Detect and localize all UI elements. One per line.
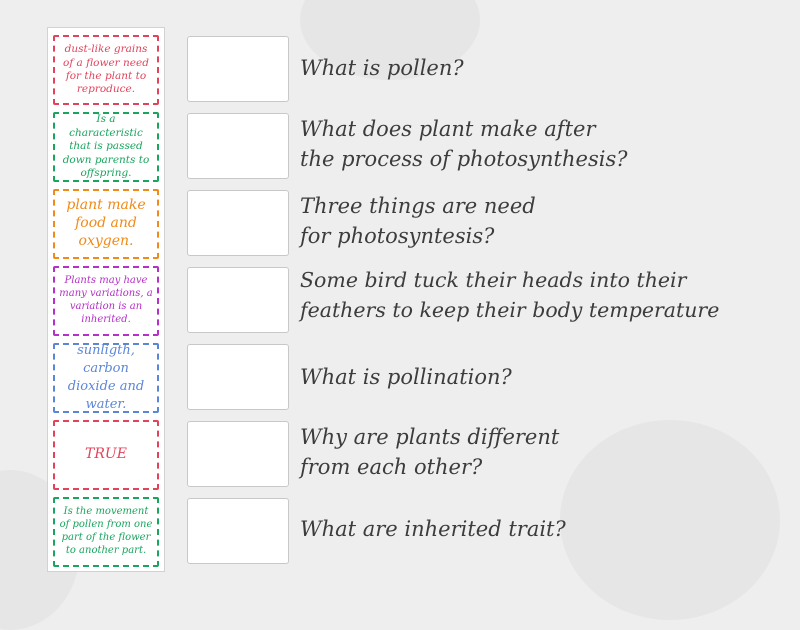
answer-card-5[interactable]: sunligth, carbon dioxide and water.	[53, 343, 159, 413]
question-2: What does plant make after the process of photosynthesis?	[300, 117, 628, 171]
background-decoration	[560, 420, 780, 620]
answer-card-3[interactable]: plant make food and oxygen.	[53, 189, 159, 259]
answer-card-1[interactable]: dust-like grains of a flower need for the plant to reproduce.	[53, 35, 159, 105]
drop-slot-1[interactable]	[187, 36, 289, 102]
drop-slot-6[interactable]	[187, 421, 289, 487]
answer-card-4[interactable]: Plants may have many variations, a variation is an inherited.	[53, 266, 159, 336]
question-4: Some bird tuck their heads into their feathers to keep their body temperature	[300, 268, 720, 322]
question-3: Three things are need for photosyntesis?	[300, 194, 536, 248]
question-7: What are inherited trait?	[300, 517, 566, 541]
drop-slot-5[interactable]	[187, 344, 289, 410]
answer-card-6[interactable]: TRUE	[53, 420, 159, 490]
question-5: What is pollination?	[300, 365, 512, 389]
question-1: What is pollen?	[300, 56, 464, 80]
drop-slot-3[interactable]	[187, 190, 289, 256]
answer-card-2[interactable]: Is a characteristic that is passed down parents to offspring.	[53, 112, 159, 182]
drop-slot-4[interactable]	[187, 267, 289, 333]
answer-card-7[interactable]: Is the movement of pollen from one part of the flower to another part.	[53, 497, 159, 567]
drop-slot-7[interactable]	[187, 498, 289, 564]
drop-slot-2[interactable]	[187, 113, 289, 179]
question-6: Why are plants different from each other?	[300, 425, 560, 479]
